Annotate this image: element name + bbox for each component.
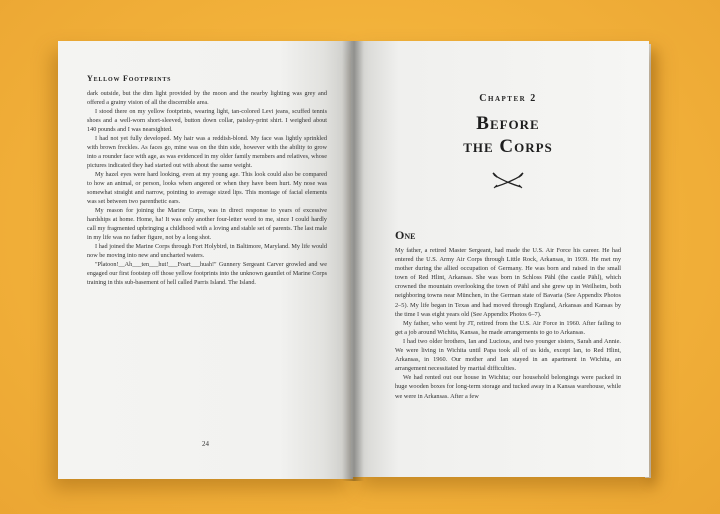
section-heading: One xyxy=(395,228,416,242)
chapter-label: Chapter 2 xyxy=(479,93,537,104)
paragraph: I had joined the Marine Corps through Fort Holybird, in Baltimore, Maryland. My life would now be moving into new and uncharted waters. xyxy=(87,243,327,259)
paragraph: I had not yet fully developed. My hair was a reddish-blond. My face was lightly sprinkled with brown freckles. As faces go, mine was on the thin side, however with the ability to grow into a rounder face with age, as was evidenced in my older family members and relatives, whose pictures indicated they had started out with about the same weight. xyxy=(87,135,327,169)
right-page xyxy=(351,41,649,477)
left-page-body xyxy=(87,89,327,287)
chapter-title-line: the Corps xyxy=(463,136,553,157)
paragraph: "Platoon!__Ah___ten___hut!___Foart___huah!" Gunnery Sergeant Carver growled and we engaged our first footstep off those yellow footprints into the unknown gauntlet of Marine Corps training in this sub-basement of hell called Parris Island. The Island. xyxy=(87,261,327,286)
paragraph: My hazel eyes were hard looking, even at my young age. This look could also be compared to how an animal, or person, looks when angered or when they have been hurt. My nose was somewhat straight and narrow, pointing to average sized lips. This montage of facial elements was set between two parenthetic ears. xyxy=(87,171,327,205)
paragraph: My father, a retired Master Sergeant, had made the U.S. Air Force his career. He had entered the U.S. Army Air Corps through Little Rock, Arkansas, in 1939. He met my mother during the allied occupation of Germany. He was born and raised in the small town of Red Hlint, Arkansas. She was born in Schloss Pähl (the castle Pähl), which crowned the mountain overlooking the town of Pähl and she grew up in Weilheim, both neighboring towns near München, in the German state of Bavaria (See Appendix Photos 2–5). My life began in Texas and had moved through England, Arkansas and Kansas by the time I was eight years old (See Appendix Photos 6–7). xyxy=(395,247,621,318)
running-head: Yellow Footprints xyxy=(87,74,172,83)
paragraph: I had two older brothers, Ian and Lucious, and two younger sisters, Sarah and Annie. We were living in Wichita until Papa took all of us kids, except Ian, to Red Hlint, Arkansas, in 1960. Our mother and Ian stayed in an apartment in Wichita, an arrangement necessitated by marital difficulties. xyxy=(395,337,621,373)
right-page-body xyxy=(395,246,621,401)
paragraph: dark outside, but the dim light provided by the moon and the nearby lighting was grey and offered a grainy vision of all the discernible area. xyxy=(87,90,327,106)
paragraph: I stood there on my yellow footprints, wearing light, tan-colored Levi jeans, scuffed tennis shoes and a well-worn short-sleeved, button down collar, paisley-print shirt. I weighed about 140 pounds and I was nearsighted. xyxy=(87,108,327,133)
chapter-title-line: Before xyxy=(476,113,540,134)
paragraph: My father, who went by JT, retired from the U.S. Air Force in 1960. After failing to get a job around Wichita, Kansas, he made arrangements to go to Arkansas. xyxy=(395,319,621,336)
book-gutter-shadow xyxy=(342,41,364,481)
chapter-title xyxy=(395,112,621,158)
paragraph: My reason for joining the Marine Corps, was in direct response to years of excessive hardships at home. Home, ha! It was only another four-letter word to me, since I could hardly call my fragmented upbringing a childhood with a loving and stable set of parents. The last male in my life was no father figure, not by a long shot. xyxy=(87,207,327,241)
paragraph: We had rented out our house in Wichita; our household belongings were packed in huge wooden boxes for long-term storage and tucked away in a Kansas warehouse, while we were in Arkansas. After a few xyxy=(395,374,621,400)
page-number: 24 xyxy=(202,440,209,448)
left-page xyxy=(58,41,353,479)
crossed-swords-icon xyxy=(491,172,525,190)
